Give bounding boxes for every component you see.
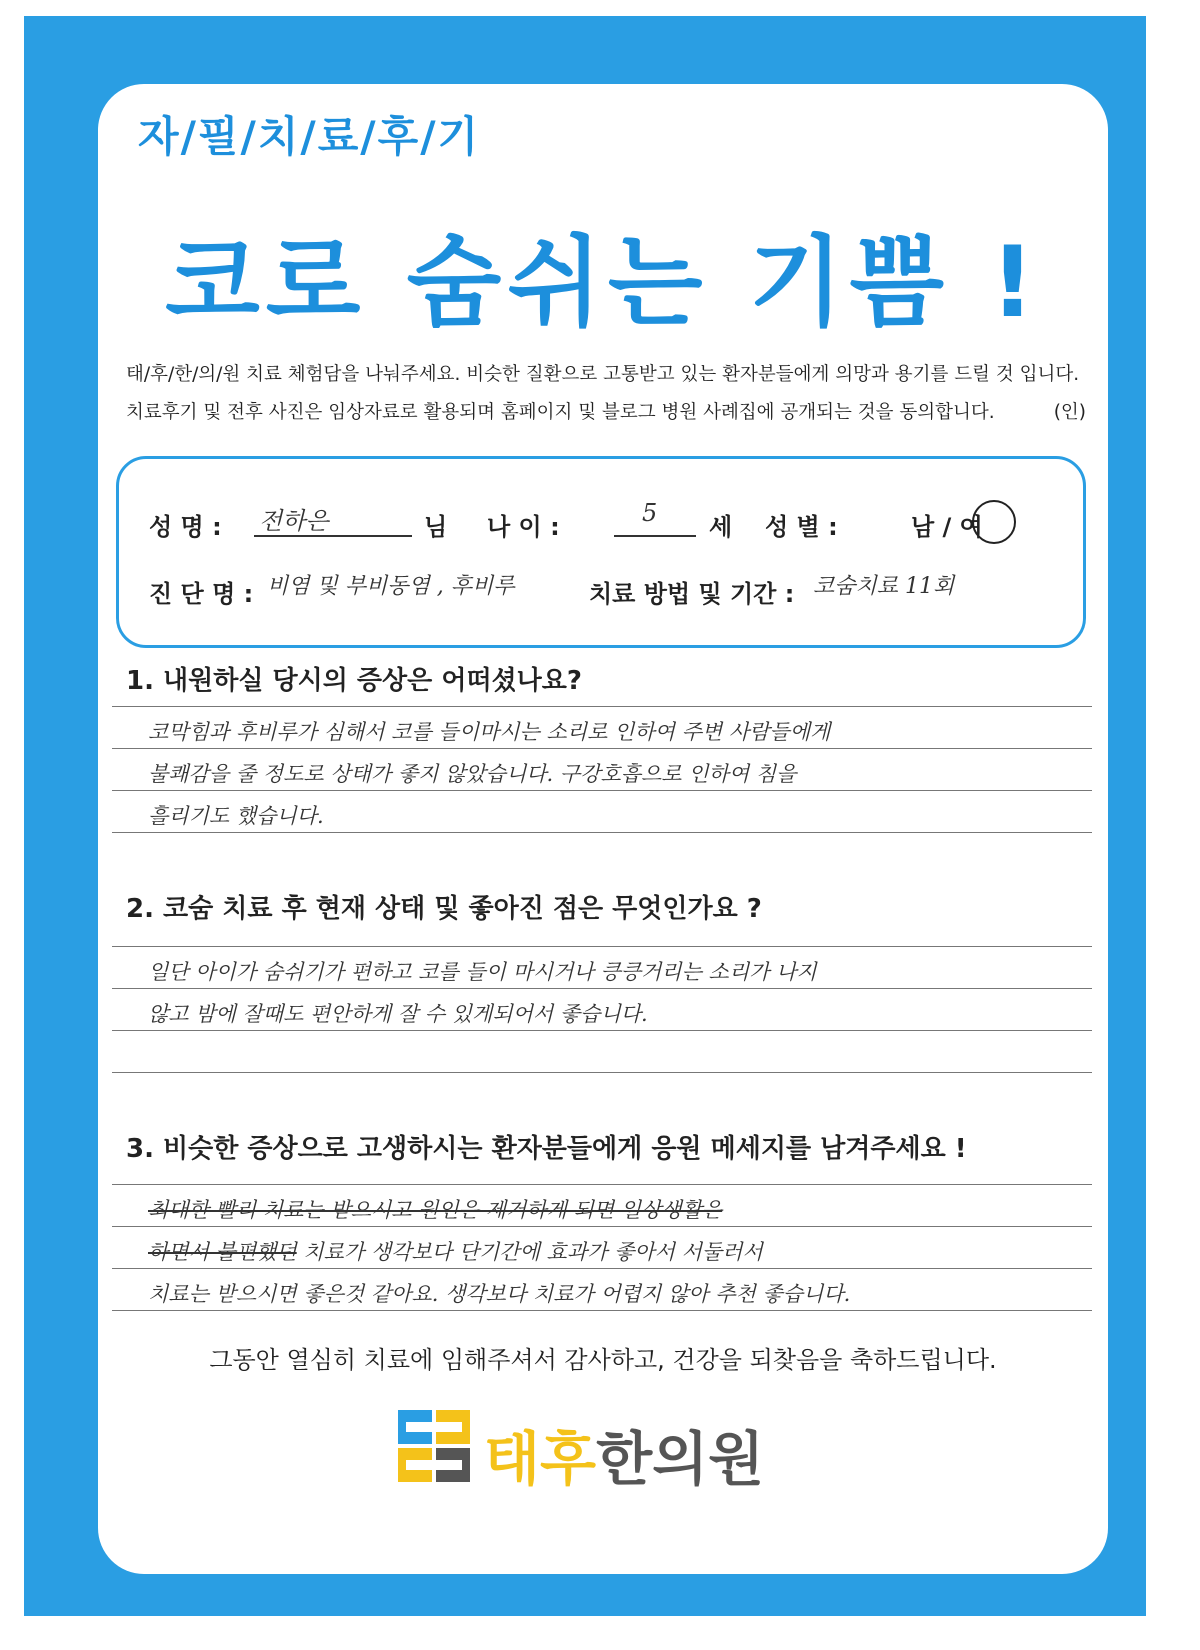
ruled-line: [112, 946, 1092, 947]
age-value: 5: [642, 499, 658, 527]
patient-info-box: [116, 456, 1086, 648]
intro-text: [126, 356, 1086, 432]
ruled-line: [112, 1030, 1092, 1031]
intro-line-1: 태/후/한/의/원 치료 체험담을 나눠주세요. 비슷한 질환으로 고통받고 있는 환자분들에게 의망과 용기를 드릴 것 입니다.: [126, 364, 1080, 385]
intro-line-2-text: 치료후기 및 전후 사진은 임상자료로 활용되며 홈페이지 및 블로그 병원 사례집에 공개되는 것을 동의합니다.: [126, 402, 995, 423]
name-underline: [254, 535, 412, 537]
question-3-title: 3. 비슷한 증상으로 고생하시는 환자분들에게 응원 메세지를 남겨주세요 !: [126, 1134, 967, 1164]
method-label: 치료 방법 및 기간 :: [589, 580, 795, 608]
question-1-title: 1. 내원하실 당시의 증상은 어떠셨나요?: [126, 666, 582, 696]
intro-line-2: [126, 394, 1086, 432]
age-underline: [614, 535, 696, 537]
seal-mark: (인): [1053, 402, 1086, 423]
answer-1-line-3: 흘리기도 했습니다.: [148, 804, 324, 828]
review-card: [98, 84, 1108, 1574]
ruled-line: [112, 748, 1092, 749]
method-value: 코숨치료 11회: [813, 574, 955, 599]
age-label: 나 이 :: [487, 513, 560, 541]
ruled-line: [112, 1310, 1092, 1311]
answer-1-line-1: 코막힘과 후비루가 심해서 코를 들이마시는 소리로 인하여 주변 사람들에게: [148, 720, 831, 744]
question-2-title: 2. 코숨 치료 후 현재 상태 및 좋아진 점은 무엇인가요 ?: [126, 894, 762, 924]
clinic-logo-text: [484, 1412, 764, 1496]
answer-1-line-2: 불쾌감을 줄 정도로 상태가 좋지 않았습니다. 구강호흡으로 인하여 침을: [148, 762, 797, 786]
name-value: 전하은: [259, 507, 329, 535]
ruled-line: [112, 706, 1092, 707]
answer-3-struck-line-1: 최대한 빨리 치료는 받으시고 원인은 제거하게 되면 일상생활은: [148, 1198, 723, 1222]
diagnosis-label: 진 단 명 :: [149, 580, 254, 608]
answer-2-line-2: 않고 밤에 잘때도 편안하게 잘 수 있게되어서 좋습니다.: [148, 1002, 648, 1026]
closing-message: 그동안 열심히 치료에 임해주셔서 감사하고, 건강을 되찾음을 축하드립니다.: [209, 1346, 997, 1374]
answer-3-line-2: 치료는 받으시면 좋은것 같아요. 생각보다 치료가 어렵지 않아 추천 좋습니다.: [148, 1282, 851, 1306]
age-suffix: 세: [709, 513, 733, 541]
answer-3-line-1: 치료가 생각보다 단기간에 효과가 좋아서 서둘러서: [303, 1240, 763, 1264]
blue-frame: [24, 16, 1146, 1616]
ruled-line: [112, 1226, 1092, 1227]
clinic-logo-text-part2: 한의원: [596, 1425, 765, 1493]
clinic-logo-text-part1: 태후: [484, 1425, 597, 1493]
name-label: 성 명 :: [149, 513, 222, 541]
ruled-line: [112, 1072, 1092, 1073]
big-title: 코로 숨쉬는 기쁨 !: [165, 226, 1041, 340]
diagnosis-value: 비염 및 부비동염 , 후비루: [267, 574, 515, 599]
gender-value: 남 / 여: [911, 513, 983, 541]
small-title: 자/필/치/료/후/기: [138, 112, 481, 161]
clinic-logo: [398, 1406, 818, 1493]
ruled-line: [112, 988, 1092, 989]
ruled-line: [112, 832, 1092, 833]
name-suffix: 님: [424, 513, 448, 541]
ruled-line: [112, 1268, 1092, 1269]
answer-3-line-1-wrap: [148, 1236, 1088, 1266]
answer-3-struck-line-2: 하면서 불편했던: [148, 1240, 297, 1264]
gender-selection-circle: [972, 500, 1016, 544]
ruled-line: [112, 1184, 1092, 1185]
gender-label: 성 별 :: [765, 513, 838, 541]
ruled-line: [112, 790, 1092, 791]
answer-2-line-1: 일단 아이가 숨쉬기가 편하고 코를 들이 마시거나 킁킁거리는 소리가 나지: [148, 960, 817, 984]
clinic-logo-icon: [398, 1410, 470, 1482]
